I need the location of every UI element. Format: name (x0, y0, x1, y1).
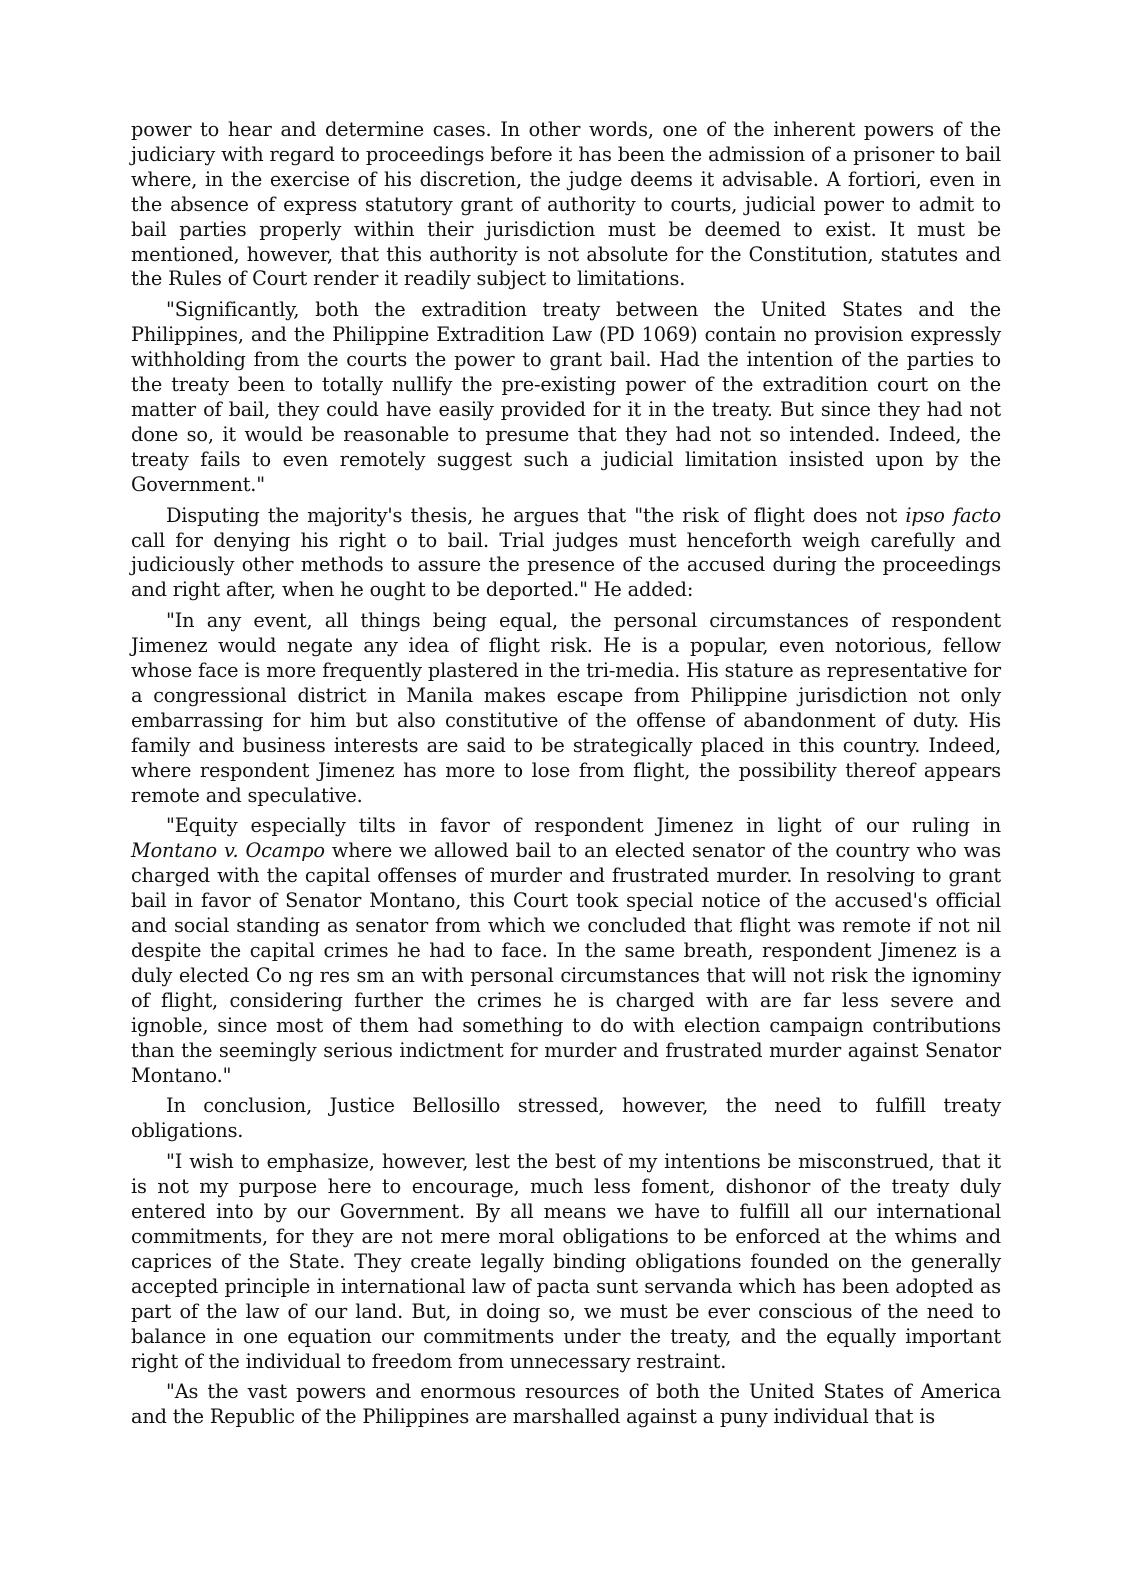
document-page (131, 118, 1001, 1436)
paragraph-text: Disputing the majority's thesis, he argues that "the risk of flight does not (166, 503, 906, 527)
paragraph-text: call for denying his right o to bail. Trial judges must henceforth weigh carefully and judiciously other methods to assure the presence of the accused during the proceedings and right after, when he ought to be deported." He added: (131, 528, 1001, 602)
paragraph-4 (131, 609, 1001, 808)
paragraph-text: "Equity especially tilts in favor of respondent Jimenez in light of our ruling in (166, 814, 1001, 838)
paragraph-3 (131, 504, 1001, 604)
paragraph-7 (131, 1150, 1001, 1374)
paragraph-text: "I wish to emphasize, however, lest the best of my intentions be misconstrued, that it is not my purpose here to encourage, much less foment, dishonor of the treaty duly entered into by our Government. By all means we have to fulfill all our international commitments, for they are not mere moral obligations to be enforced at the whims and caprices of the State. They create legally binding obligations founded on the generally accepted principle in international law of pacta sunt servanda which has been adopted as part of the law of our land. But, in doing so, we must be ever conscious of the need to balance in one equation our commitments under the treaty, and the equally important right of the individual to freedom from unnecessary restraint. (131, 1150, 1001, 1373)
paragraph-text: where we allowed bail to an elected senator of the country who was charged with the capital offenses of murder and frustrated murder. In resolving to grant bail in favor of Senator Montano, this Court took special notice of the accused's official and social standing as senator from which we concluded that flight was remote if not nil despite the capital crimes he had to face. In the same breath, respondent Jimenez is a duly elected Co ng res sm an with personal circumstances that will not risk the ignominy of flight, considering further the crimes he is charged with are far less severe and ignoble, since most of them had something to do with election campaign contributions than the seemingly serious indictment for murder and frustrated murder against Senator Montano." (131, 839, 1001, 1087)
italic-term: ipso facto (905, 503, 1001, 527)
paragraph-2 (131, 298, 1001, 497)
paragraph-text: "Significantly, both the extradition treaty between the United States and the Philippines, and the Philippine Extradition Law (PD 1069) contain no provision expressly withholding from the courts the power to grant bail. Had the intention of the parties to the treaty been to totally nullify the pre-existing power of the extradition court on the matter of bail, they could have easily provided for it in the treaty. But since they had not done so, it would be reasonable to presume that they had not so intended. Indeed, the treaty fails to even remotely suggest such a judicial limitation insisted upon by the Government." (131, 298, 1001, 496)
paragraph-8 (131, 1380, 1001, 1430)
paragraph-text: "As the vast powers and enormous resources of both the United States of America and the Republic of the Philippines are marshalled against a puny individual that is (131, 1380, 1001, 1429)
paragraph-text: "In any event, all things being equal, the personal circumstances of respondent Jimenez would negate any idea of flight risk. He is a popular, even notorious, fellow whose face is more frequently plastered in the tri-media. His stature as representative for a congressional district in Manila makes escape from Philippine jurisdiction not only embarrassing for him but also constitutive of the offense of abandonment of duty. His family and business interests are said to be strategically placed in this country. Indeed, where respondent Jimenez has more to lose from flight, the possibility thereof appears remote and speculative. (131, 609, 1001, 807)
paragraph-text: In conclusion, Justice Bellosillo stressed, however, the need to fulfill treaty obligations. (131, 1094, 1001, 1143)
paragraph-5 (131, 814, 1001, 1088)
case-citation: Montano v. Ocampo (131, 839, 325, 863)
paragraph-6 (131, 1094, 1001, 1144)
paragraph-1 (131, 118, 1001, 292)
paragraph-text: power to hear and determine cases. In other words, one of the inherent powers of the judiciary with regard to proceedings before it has been the admission of a prisoner to bail where, in the exercise of his discretion, the judge deems it advisable. A fortiori, even in the absence of express statutory grant of authority to courts, judicial power to admit to bail parties properly within their jurisdiction must be deemed to exist. It must be mentioned, however, that this authority is not absolute for the Constitution, statutes and the Rules of Court render it readily subject to limitations. (131, 118, 1001, 291)
